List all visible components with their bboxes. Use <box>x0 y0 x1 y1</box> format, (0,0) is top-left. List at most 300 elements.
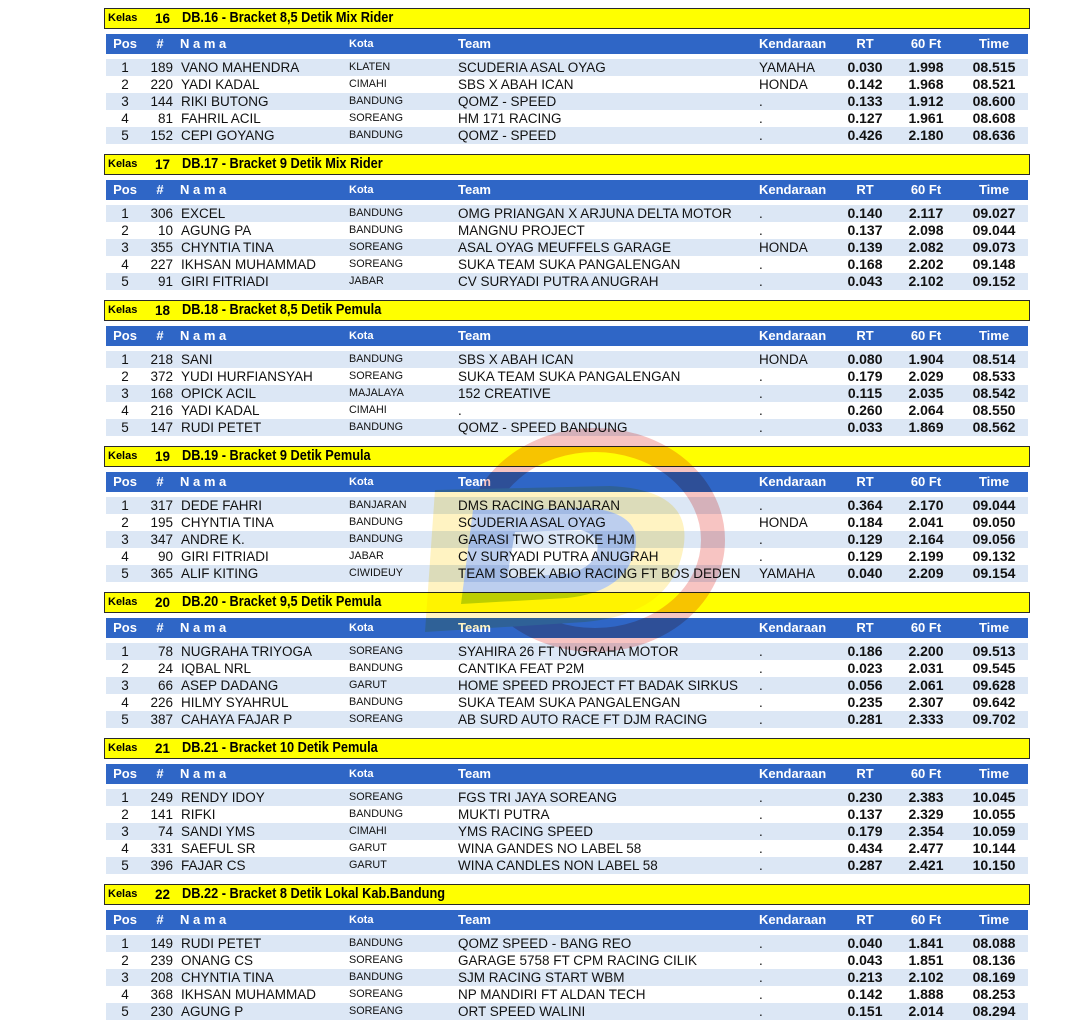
reaction-time-cell: 0.364 <box>847 497 883 513</box>
column-header-position: Pos <box>113 766 137 781</box>
rider-name-cell: DEDE FAHRI <box>181 498 263 513</box>
vehicle-cell: . <box>759 970 763 985</box>
vehicle-cell: . <box>759 824 763 839</box>
reaction-time-cell: 0.023 <box>847 660 883 676</box>
rider-name-cell: VANO MAHENDRA <box>181 60 300 75</box>
rider-number-cell: 239 <box>150 953 173 968</box>
rider-name-cell: GIRI FITRIADI <box>181 549 269 564</box>
kelas-number: 20 <box>155 595 171 610</box>
column-header-team: Team <box>458 36 491 51</box>
reaction-time-cell: 0.033 <box>847 419 883 435</box>
vehicle-cell: . <box>759 128 763 143</box>
kelas-label: Kelas <box>108 888 138 900</box>
column-header-sixty-ft-time: 60 Ft <box>910 474 942 489</box>
city-cell: SOREANG <box>349 112 403 124</box>
vehicle-cell: . <box>759 953 763 968</box>
reaction-time-cell: 0.426 <box>847 127 883 143</box>
rider-name-cell: SANDI YMS <box>181 824 256 839</box>
position-cell: 4 <box>121 257 129 272</box>
result-row <box>106 935 1028 952</box>
sixty-ft-time-cell: 1.961 <box>908 110 944 126</box>
vehicle-cell: . <box>759 206 763 221</box>
team-cell: GARASI TWO STROKE HJM <box>458 532 635 547</box>
result-row <box>106 273 1028 290</box>
rider-number-cell: 220 <box>150 77 173 92</box>
sixty-ft-time-cell: 2.102 <box>908 273 944 289</box>
reaction-time-cell: 0.260 <box>847 402 883 418</box>
column-header-team: Team <box>458 912 491 927</box>
rider-name-cell: YUDI HURFIANSYAH <box>181 369 313 384</box>
team-cell: SBS X ABAH ICAN <box>458 352 574 367</box>
result-row <box>106 368 1028 385</box>
reaction-time-cell: 0.186 <box>847 643 883 659</box>
rider-number-cell: 355 <box>150 240 173 255</box>
city-cell: BANDUNG <box>349 808 403 820</box>
city-cell: SOREANG <box>349 258 403 270</box>
sixty-ft-time-cell: 1.888 <box>908 986 944 1002</box>
reaction-time-cell: 0.056 <box>847 677 883 693</box>
column-header-vehicle: Kendaraan <box>759 328 827 343</box>
column-header-elapsed-time: Time <box>978 182 1010 197</box>
reaction-time-cell: 0.179 <box>847 823 883 839</box>
column-header-position: Pos <box>113 328 137 343</box>
elapsed-time-cell: 09.027 <box>972 205 1016 221</box>
column-header-sixty-ft-time: 60 Ft <box>910 912 942 927</box>
sixty-ft-time-cell: 2.354 <box>908 823 944 839</box>
position-cell: 2 <box>121 77 129 92</box>
rider-number-cell: 74 <box>157 824 173 839</box>
column-header-city: Kota <box>349 768 374 780</box>
column-header-city: Kota <box>349 476 374 488</box>
rider-name-cell: CEPI GOYANG <box>181 128 275 143</box>
sixty-ft-time-cell: 2.329 <box>908 806 944 822</box>
class-section <box>0 154 1080 294</box>
rider-number-cell: 216 <box>150 403 173 418</box>
city-cell: SOREANG <box>349 645 403 657</box>
elapsed-time-cell: 09.628 <box>972 677 1016 693</box>
result-row <box>106 497 1028 514</box>
reaction-time-cell: 0.213 <box>847 969 883 985</box>
sixty-ft-time-cell: 2.421 <box>908 857 944 873</box>
kelas-label: Kelas <box>108 12 138 24</box>
position-cell: 2 <box>121 223 129 238</box>
result-row <box>106 59 1028 76</box>
rider-name-cell: ALIF KITING <box>181 566 259 581</box>
vehicle-cell: . <box>759 94 763 109</box>
reaction-time-cell: 0.040 <box>847 565 883 581</box>
elapsed-time-cell: 10.055 <box>972 806 1016 822</box>
team-cell: . <box>458 403 462 418</box>
city-cell: BANDUNG <box>349 95 403 107</box>
rider-number-cell: 78 <box>157 644 173 659</box>
sixty-ft-time-cell: 2.164 <box>908 531 944 547</box>
reaction-time-cell: 0.137 <box>847 806 883 822</box>
team-cell: TEAM SOBEK ABIO RACING FT BOS DEDEN <box>458 566 741 581</box>
city-cell: BANDUNG <box>349 224 403 236</box>
sixty-ft-time-cell: 2.082 <box>908 239 944 255</box>
column-header-rider-number: # <box>156 474 164 489</box>
rider-number-cell: 195 <box>150 515 173 530</box>
elapsed-time-cell: 08.514 <box>972 351 1016 367</box>
city-cell: SOREANG <box>349 954 403 966</box>
vehicle-cell: YAMAHA <box>759 60 816 75</box>
column-header-rider-number: # <box>156 36 164 51</box>
elapsed-time-cell: 09.702 <box>972 711 1016 727</box>
vehicle-cell: . <box>759 695 763 710</box>
rider-name-cell: OPICK ACIL <box>181 386 257 401</box>
column-header-row <box>106 180 1028 200</box>
team-cell: QOMZ - SPEED BANDUNG <box>458 420 628 435</box>
sixty-ft-time-cell: 1.904 <box>908 351 944 367</box>
result-row <box>106 222 1028 239</box>
column-header-reaction-time: RT <box>856 36 874 51</box>
result-row <box>106 840 1028 857</box>
position-cell: 2 <box>121 661 129 676</box>
reaction-time-cell: 0.115 <box>847 385 883 401</box>
team-cell: OMG PRIANGAN X ARJUNA DELTA MOTOR <box>458 206 732 221</box>
city-cell: BANDUNG <box>349 533 403 545</box>
vehicle-cell: . <box>759 712 763 727</box>
position-cell: 5 <box>121 712 129 727</box>
city-cell: BANDUNG <box>349 516 403 528</box>
column-header-vehicle: Kendaraan <box>759 474 827 489</box>
rider-name-cell: NUGRAHA TRIYOGA <box>181 644 313 659</box>
city-cell: BANDUNG <box>349 207 403 219</box>
class-title: DB.19 - Bracket 9 Detik Pemula <box>182 448 371 464</box>
position-cell: 1 <box>121 352 129 367</box>
team-cell: HM 171 RACING <box>458 111 562 126</box>
city-cell: GARUT <box>349 842 387 854</box>
elapsed-time-cell: 09.642 <box>972 694 1016 710</box>
rider-number-cell: 365 <box>150 566 173 581</box>
vehicle-cell: YAMAHA <box>759 566 816 581</box>
rider-name-cell: FAHRIL ACIL <box>181 111 261 126</box>
sixty-ft-time-cell: 2.307 <box>908 694 944 710</box>
sixty-ft-time-cell: 2.200 <box>908 643 944 659</box>
column-header-city: Kota <box>349 622 374 634</box>
rider-name-cell: ANDRE K. <box>181 532 245 547</box>
position-cell: 1 <box>121 644 129 659</box>
city-cell: SOREANG <box>349 713 403 725</box>
position-cell: 3 <box>121 386 129 401</box>
result-row <box>106 110 1028 127</box>
rider-name-cell: RIKI BUTONG <box>181 94 269 109</box>
rider-name-cell: SAEFUL SR <box>181 841 256 856</box>
elapsed-time-cell: 09.154 <box>972 565 1016 581</box>
column-header-vehicle: Kendaraan <box>759 766 827 781</box>
vehicle-cell: . <box>759 420 763 435</box>
position-cell: 3 <box>121 240 129 255</box>
column-header-rider-number: # <box>156 912 164 927</box>
sixty-ft-time-cell: 1.869 <box>908 419 944 435</box>
rider-number-cell: 149 <box>150 936 173 951</box>
vehicle-cell: . <box>759 274 763 289</box>
rider-name-cell: HILMY SYAHRUL <box>181 695 289 710</box>
rider-number-cell: 81 <box>157 111 173 126</box>
position-cell: 3 <box>121 532 129 547</box>
column-header-sixty-ft-time: 60 Ft <box>910 36 942 51</box>
rider-number-cell: 66 <box>157 678 173 693</box>
class-section <box>0 884 1080 1024</box>
rider-number-cell: 331 <box>150 841 173 856</box>
sixty-ft-time-cell: 2.064 <box>908 402 944 418</box>
column-header-rider-number: # <box>156 328 164 343</box>
class-title: DB.22 - Bracket 8 Detik Lokal Kab.Bandung <box>182 886 446 902</box>
team-cell: CV SURYADI PUTRA ANUGRAH <box>458 549 659 564</box>
rider-number-cell: 141 <box>150 807 173 822</box>
vehicle-cell: . <box>759 936 763 951</box>
city-cell: BANDUNG <box>349 696 403 708</box>
rider-number-cell: 10 <box>157 223 173 238</box>
elapsed-time-cell: 08.294 <box>972 1003 1016 1019</box>
reaction-time-cell: 0.281 <box>847 711 883 727</box>
rider-number-cell: 24 <box>157 661 173 676</box>
sixty-ft-time-cell: 2.383 <box>908 789 944 805</box>
class-title: DB.16 - Bracket 8,5 Detik Mix Rider <box>182 10 394 26</box>
vehicle-cell: HONDA <box>759 515 808 530</box>
column-header-position: Pos <box>113 474 137 489</box>
city-cell: BANDUNG <box>349 662 403 674</box>
city-cell: BANDUNG <box>349 421 403 433</box>
kelas-label: Kelas <box>108 304 138 316</box>
team-cell: SUKA TEAM SUKA PANGALENGAN <box>458 257 681 272</box>
sixty-ft-time-cell: 1.841 <box>908 935 944 951</box>
class-section <box>0 592 1080 732</box>
city-cell: SOREANG <box>349 241 403 253</box>
sixty-ft-time-cell: 2.202 <box>908 256 944 272</box>
team-cell: SBS X ABAH ICAN <box>458 77 574 92</box>
city-cell: JABAR <box>349 550 384 562</box>
team-cell: SUKA TEAM SUKA PANGALENGAN <box>458 695 681 710</box>
column-header-reaction-time: RT <box>856 474 874 489</box>
class-title: DB.18 - Bracket 8,5 Detik Pemula <box>182 302 382 318</box>
kelas-label: Kelas <box>108 450 138 462</box>
rider-number-cell: 218 <box>150 352 173 367</box>
position-cell: 4 <box>121 695 129 710</box>
column-header-reaction-time: RT <box>856 182 874 197</box>
kelas-label: Kelas <box>108 596 138 608</box>
rider-number-cell: 226 <box>150 695 173 710</box>
elapsed-time-cell: 09.132 <box>972 548 1016 564</box>
sixty-ft-time-cell: 2.477 <box>908 840 944 856</box>
vehicle-cell: HONDA <box>759 240 808 255</box>
team-cell: SUKA TEAM SUKA PANGALENGAN <box>458 369 681 384</box>
rider-number-cell: 230 <box>150 1004 173 1019</box>
rider-number-cell: 227 <box>150 257 173 272</box>
sixty-ft-time-cell: 2.035 <box>908 385 944 401</box>
class-title-bar <box>104 446 1030 467</box>
class-section <box>0 8 1080 148</box>
reaction-time-cell: 0.040 <box>847 935 883 951</box>
city-cell: KLATEN <box>349 61 391 73</box>
city-cell: GARUT <box>349 679 387 691</box>
reaction-time-cell: 0.043 <box>847 952 883 968</box>
elapsed-time-cell: 09.148 <box>972 256 1016 272</box>
reaction-time-cell: 0.434 <box>847 840 883 856</box>
column-header-row <box>106 326 1028 346</box>
rider-name-cell: CHYNTIA TINA <box>181 240 274 255</box>
vehicle-cell: HONDA <box>759 352 808 367</box>
column-header-elapsed-time: Time <box>978 620 1010 635</box>
elapsed-time-cell: 08.521 <box>972 76 1016 92</box>
rider-name-cell: AGUNG PA <box>181 223 252 238</box>
rider-name-cell: CAHAYA FAJAR P <box>181 712 293 727</box>
rider-name-cell: FAJAR CS <box>181 858 246 873</box>
column-header-row <box>106 910 1028 930</box>
rider-number-cell: 396 <box>150 858 173 873</box>
class-title: DB.20 - Bracket 9,5 Detik Pemula <box>182 594 382 610</box>
vehicle-cell: . <box>759 111 763 126</box>
column-header-rider-name: N a m a <box>180 328 227 343</box>
team-cell: ORT SPEED WALINI <box>458 1004 586 1019</box>
elapsed-time-cell: 08.253 <box>972 986 1016 1002</box>
result-row <box>106 385 1028 402</box>
elapsed-time-cell: 09.545 <box>972 660 1016 676</box>
vehicle-cell: . <box>759 257 763 272</box>
sixty-ft-time-cell: 2.199 <box>908 548 944 564</box>
team-cell: SCUDERIA ASAL OYAG <box>458 515 606 530</box>
rider-name-cell: RIFKI <box>181 807 216 822</box>
position-cell: 3 <box>121 824 129 839</box>
vehicle-cell: HONDA <box>759 77 808 92</box>
sixty-ft-time-cell: 2.209 <box>908 565 944 581</box>
sixty-ft-time-cell: 2.041 <box>908 514 944 530</box>
class-title-bar <box>104 884 1030 905</box>
column-header-position: Pos <box>113 912 137 927</box>
column-header-elapsed-time: Time <box>978 328 1010 343</box>
position-cell: 4 <box>121 403 129 418</box>
city-cell: JABAR <box>349 275 384 287</box>
elapsed-time-cell: 08.533 <box>972 368 1016 384</box>
position-cell: 3 <box>121 678 129 693</box>
result-row <box>106 806 1028 823</box>
column-header-sixty-ft-time: 60 Ft <box>910 766 942 781</box>
position-cell: 2 <box>121 515 129 530</box>
vehicle-cell: . <box>759 1004 763 1019</box>
result-row <box>106 677 1028 694</box>
rider-number-cell: 372 <box>150 369 173 384</box>
result-row <box>106 694 1028 711</box>
column-header-city: Kota <box>349 914 374 926</box>
reaction-time-cell: 0.043 <box>847 273 883 289</box>
sixty-ft-time-cell: 1.968 <box>908 76 944 92</box>
column-header-vehicle: Kendaraan <box>759 36 827 51</box>
column-header-elapsed-time: Time <box>978 36 1010 51</box>
result-row <box>106 823 1028 840</box>
result-row <box>106 789 1028 806</box>
kelas-number: 19 <box>155 449 171 464</box>
vehicle-cell: . <box>759 403 763 418</box>
reaction-time-cell: 0.080 <box>847 351 883 367</box>
class-title: DB.21 - Bracket 10 Detik Pemula <box>182 740 378 756</box>
sixty-ft-time-cell: 2.180 <box>908 127 944 143</box>
column-header-position: Pos <box>113 182 137 197</box>
reaction-time-cell: 0.235 <box>847 694 883 710</box>
column-header-sixty-ft-time: 60 Ft <box>910 182 942 197</box>
elapsed-time-cell: 10.144 <box>972 840 1016 856</box>
result-row <box>106 127 1028 144</box>
position-cell: 1 <box>121 206 129 221</box>
position-cell: 3 <box>121 94 129 109</box>
sixty-ft-time-cell: 1.851 <box>908 952 944 968</box>
team-cell: DMS RACING BANJARAN <box>458 498 621 513</box>
reaction-time-cell: 0.142 <box>847 986 883 1002</box>
position-cell: 2 <box>121 807 129 822</box>
column-header-team: Team <box>458 182 491 197</box>
city-cell: CIWIDEUY <box>349 567 403 579</box>
reaction-time-cell: 0.151 <box>847 1003 883 1019</box>
column-header-elapsed-time: Time <box>978 766 1010 781</box>
vehicle-cell: . <box>759 223 763 238</box>
sixty-ft-time-cell: 2.102 <box>908 969 944 985</box>
team-cell: SCUDERIA ASAL OYAG <box>458 60 606 75</box>
city-cell: GARUT <box>349 859 387 871</box>
column-header-city: Kota <box>349 38 374 50</box>
result-row <box>106 239 1028 256</box>
result-row <box>106 531 1028 548</box>
column-header-reaction-time: RT <box>856 620 874 635</box>
vehicle-cell: . <box>759 678 763 693</box>
column-header-sixty-ft-time: 60 Ft <box>910 328 942 343</box>
rider-number-cell: 147 <box>150 420 173 435</box>
team-cell: QOMZ - SPEED <box>458 94 557 109</box>
result-row <box>106 711 1028 728</box>
reaction-time-cell: 0.287 <box>847 857 883 873</box>
rider-number-cell: 368 <box>150 987 173 1002</box>
elapsed-time-cell: 08.562 <box>972 419 1016 435</box>
rider-name-cell: ASEP DADANG <box>181 678 279 693</box>
team-cell: YMS RACING SPEED <box>458 824 594 839</box>
kelas-number: 17 <box>155 157 171 172</box>
column-header-sixty-ft-time: 60 Ft <box>910 620 942 635</box>
city-cell: BANDUNG <box>349 129 403 141</box>
sixty-ft-time-cell: 2.098 <box>908 222 944 238</box>
rider-number-cell: 91 <box>157 274 173 289</box>
result-row <box>106 419 1028 436</box>
team-cell: WINA GANDES NO LABEL 58 <box>458 841 642 856</box>
sixty-ft-time-cell: 2.061 <box>908 677 944 693</box>
result-row <box>106 643 1028 660</box>
position-cell: 1 <box>121 498 129 513</box>
reaction-time-cell: 0.127 <box>847 110 883 126</box>
column-header-team: Team <box>458 620 491 635</box>
team-cell: QOMZ SPEED - BANG REO <box>458 936 632 951</box>
elapsed-time-cell: 08.600 <box>972 93 1016 109</box>
team-cell: HOME SPEED PROJECT FT BADAK SIRKUS <box>458 678 739 693</box>
column-header-rider-name: N a m a <box>180 620 227 635</box>
elapsed-time-cell: 10.150 <box>972 857 1016 873</box>
elapsed-time-cell: 09.073 <box>972 239 1016 255</box>
city-cell: BANDUNG <box>349 971 403 983</box>
elapsed-time-cell: 09.513 <box>972 643 1016 659</box>
reaction-time-cell: 0.179 <box>847 368 883 384</box>
column-header-vehicle: Kendaraan <box>759 620 827 635</box>
vehicle-cell: . <box>759 858 763 873</box>
position-cell: 5 <box>121 420 129 435</box>
reaction-time-cell: 0.140 <box>847 205 883 221</box>
column-header-rider-name: N a m a <box>180 474 227 489</box>
result-row <box>106 857 1028 874</box>
rider-name-cell: RUDI PETET <box>181 936 262 951</box>
rider-number-cell: 347 <box>150 532 173 547</box>
elapsed-time-cell: 09.044 <box>972 222 1016 238</box>
sixty-ft-time-cell: 2.170 <box>908 497 944 513</box>
class-title-bar <box>104 592 1030 613</box>
position-cell: 1 <box>121 790 129 805</box>
team-cell: CV SURYADI PUTRA ANUGRAH <box>458 274 659 289</box>
city-cell: CIMAHI <box>349 404 387 416</box>
rider-name-cell: AGUNG P <box>181 1004 244 1019</box>
